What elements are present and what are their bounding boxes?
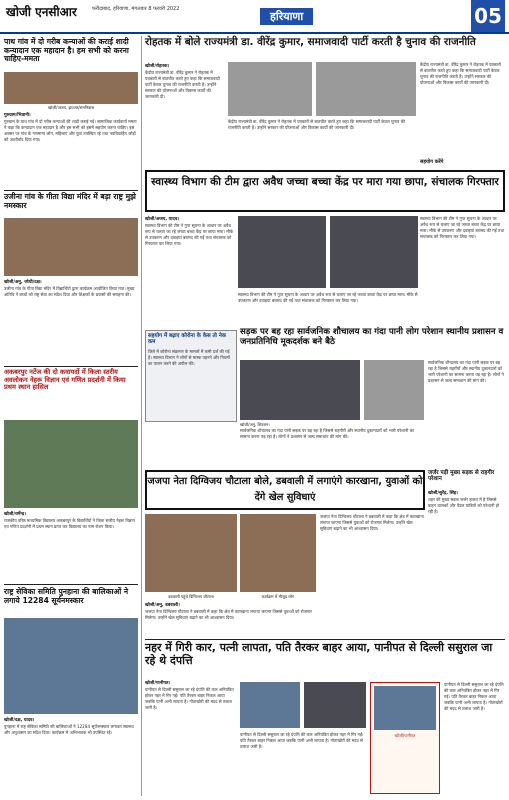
story3-body: राजकीय वरिष्ठ माध्यमिक विद्यालय अकबरपुर के विद्यार्थियों ने जिला स्तरीय नेहरू विज्ञान एवं गणित प्रदर्शनी में प्रथम स्थान प्राप्त कर विद्यालय का नाम रोशन किया। (4, 518, 135, 529)
lead-side-body: केंद्रीय राज्यमंत्री डा. वीरेंद्र कुमार ने रोहतक में पत्रकारों से बातचीत करते हुए कहा कि समाजवादी पार्टी केवल चुनाव की राजनीति करती है। उन्होंने सरकार की योजनाओं और विकास कार्यों की जानकारी दी। (420, 62, 501, 85)
drain-caption: खोजी/अनु, शिवधन। (240, 422, 270, 427)
page-number: 05 (471, 0, 505, 32)
health-photo-2 (330, 216, 418, 288)
story1-headline: पाथ गांव में दो गरीब कन्याओं की कराई शादी कन्यादान एक महादान है। हम सभी को करना चाहिए-ममता (4, 37, 129, 64)
covid-box (145, 330, 237, 422)
divider (4, 584, 138, 585)
story4-dateline: खोजी/दक्ष, यादव। (4, 718, 35, 723)
lead-body-cont: केंद्रीय राज्यमंत्री डा. वीरेंद्र कुमार ने रोहतक में पत्रकारों से बातचीत करते हुए कहा कि समाजवादी पार्टी केवल चुनाव की राजनीति करती है। उन्होंने सरकार की योजनाओं और विकास कार्यों की जानकारी दी। (228, 119, 406, 130)
lead-photo-2 (316, 62, 416, 116)
side-dateline: खोजी/सुरेंद्र, सिंह। (428, 491, 458, 496)
chautala-body: जजपा नेता दिग्विजय चौटाला ने डबवाली में कहा कि क्षेत्र में कारखाना लगाया जाएगा जिससे युवाओं को रोजगार मिलेगा। उन्होंने खेल सुविधाएं बढ़ाने का भी आश्वासन दिया। (145, 609, 312, 620)
accident-photo-2 (304, 682, 366, 728)
drain-headline: सड़क पर बह रहा सार्वजनिक शौचालय का गंदा पानी लोग परेशान स्थानीय प्रशासन व जनप्रतिनिधि मूकदर्शक बने बैठे (240, 327, 504, 347)
accident-dateline: खोजी/पानीपत। (145, 681, 171, 686)
chautala-banner (145, 470, 425, 510)
chautala-photo-1 (145, 514, 237, 592)
story3-dateline: खोजी/धर्मेन्द्र। (4, 512, 26, 517)
story3-headline: अकबरपुर नटेंज की दो कवायदों में किला स्तरीय अवलोकन नेहरू विज्ञान एवं गणित प्रदर्शनी में किया प्रथम स्थान हासिल (4, 368, 126, 392)
drain-side-body: सार्वजनिक शौचालय का गंदा पानी सड़क पर बह रहा है जिससे राहगीरों और स्थानीय दुकानदारों को भारी परेशानी का सामना करना पड़ रहा है। लोगों ने प्रशासन से जल्द समाधान की मांग की। (428, 360, 504, 383)
story1-dateline: गुरुग्राम/भिवानी। (4, 113, 31, 118)
health-photo-1 (238, 216, 326, 288)
chautala-caption-left: डबवाली पहुंचे दिग्विजय चौटाला (168, 594, 214, 599)
side-body: शहर की मुख्य सड़क जर्जर हालत में है जिससे वाहन चालकों और पैदल यात्रियों को परेशानी हो रही है। (428, 497, 500, 514)
story4-body: पुनहाना में राष्ट्र सेविका समिति की बालिकाओं ने 12284 सूर्यनमस्कार लगाकर स्वास्थ्य और अनुशासन का संदेश दिया। कार्यक्रम में अभिभावक भी उपस्थित रहे। (4, 724, 134, 735)
covid-headline: सहयोग में बढ़ाए कोरोना के केस तो नेक कम (148, 333, 226, 346)
accident-photo-1 (240, 682, 300, 728)
column-divider (141, 36, 142, 796)
story1-body: गुरुग्राम के पाथ गांव में दो गरीब कन्याओं की शादी कराई गई। सामाजिक कार्यकर्ता ममता ने कहा कि कन्यादान एक महादान है और हम सभी को इसमें सहयोग करना चाहिए। इस अवसर पर गांव के गणमान्य लोग, महिलाएं और युवा उपस्थित रहे तथा नवविवाहित जोड़ों को आशीर्वाद दिया गया। (4, 119, 137, 142)
lead-body: केंद्रीय राज्यमंत्री डा. वीरेंद्र कुमार ने रोहतक में पत्रकारों से बातचीत करते हुए कहा कि समाजवादी पार्टी केवल चुनाव की राजनीति करती है। उन्होंने सरकार की योजनाओं और विकास कार्यों की जानकारी दी। (145, 70, 220, 99)
side-headline: जर्जर पड़ी मुख्य सड़क से राहगीर परेशान (428, 470, 495, 483)
health-side-body: स्वास्थ्य विभाग की टीम ने गुप्त सूचना के आधार पर अवैध रूप से चलाए जा रहे जच्चा बच्चा केंद्र पर छापा मारा। मौके से उपकरण और दवाइयां बरामद की गईं तथा संचालक को गिरफ्तार कर लिया गया। (420, 216, 505, 239)
health-banner (145, 170, 505, 212)
masthead (0, 0, 509, 34)
lead-headline: रोहतक में बोले राज्यमंत्री डा. वीरेंद्र कुमार, समाजवादी पार्टी करती है चुनाव की राजनीति (145, 36, 476, 48)
chautala-caption-mid: कार्यक्रम में मौजूद लोग (261, 594, 295, 599)
story3-photo (4, 420, 138, 508)
chautala-side-body: जजपा नेता दिग्विजय चौटाला ने डबवाली में कहा कि क्षेत्र में कारखाना लगाया जाएगा जिससे युवाओं को रोजगार मिलेगा। उन्होंने खेल सुविधाएं बढ़ाने का भी आश्वासन दिया। (320, 514, 424, 531)
story2-headline: उजीना गांव के गीता विद्या मंदिर में बड़ा राष्ट्र मुझे नमस्कार (4, 192, 136, 210)
health-body: स्वास्थ्य विभाग की टीम ने गुप्त सूचना के आधार पर अवैध रूप से चलाए जा रहे जच्चा बच्चा केंद्र पर छापा मारा। मौके से उपकरण और दवाइयां बरामद की गईं तथा संचालक को गिरफ्तार कर लिया गया। (145, 223, 234, 246)
section-label: हरियाणा (260, 8, 313, 25)
chautala-photo-2 (240, 514, 316, 592)
story1-photo (4, 72, 138, 104)
lead-dateline: खोजी/रोहतक। (145, 64, 170, 69)
story4-photo (4, 618, 138, 714)
lead-subhead: सहयोग करेंगे (420, 159, 444, 165)
health-dateline: खोजी/अजय, यादव। (145, 217, 180, 222)
chautala-dateline: खोजी/अनु, डबवाली। (145, 603, 180, 608)
story2-photo (4, 218, 138, 276)
masthead-date: फरीदाबाद, हरियाणा, मंगलवार 8 फरवरी 2022 (92, 6, 180, 12)
lead-photo-1 (228, 62, 312, 116)
story2-body: उजीना गांव के गीता विद्या मंदिर में विद्यार्थियों द्वारा कार्यक्रम आयोजित किया गया। मुख्य अतिथि ने बच्चों को राष्ट्र सेवा का संदेश दिया और शिक्षकों के प्रयासों की सराहना की। (4, 286, 135, 297)
accident-inset (370, 682, 440, 794)
accident-headline: नहर में गिरी कार, पत्नी लापता, पति तैरकर बाहर आया, पानीपत से दिल्ली ससुराल जा रहे थे दंपत्ति (145, 641, 493, 667)
masthead-brand: खोजी एनसीआर (6, 5, 77, 19)
drain-body: सार्वजनिक शौचालय का गंदा पानी सड़क पर बह रहा है जिससे राहगीरों और स्थानीय दुकानदारों को भारी परेशानी का सामना करना पड़ रहा है। लोगों ने प्रशासन से जल्द समाधान की मांग की। (240, 428, 415, 439)
drain-photo-1 (240, 360, 360, 420)
health-body-cont: स्वास्थ्य विभाग की टीम ने गुप्त सूचना के आधार पर अवैध रूप से चलाए जा रहे जच्चा बच्चा केंद्र पर छापा मारा। मौके से उपकरण और दवाइयां बरामद की गईं तथा संचालक को गिरफ्तार कर लिया गया। (238, 292, 418, 303)
drain-photo-2 (364, 360, 424, 420)
divider (145, 639, 505, 640)
health-banner-headline: स्वास्थ्य विभाग की टीम द्वारा अवैध जच्चा बच्चा केंद्र पर मारा गया छापा, संचालक गिरफ्तार (151, 176, 499, 188)
divider (4, 190, 138, 191)
story4-headline: राष्ट्र सेविका समिति पुनहाना की बालिकाओं ने लगाये 12284 सूर्यनमस्कार (4, 587, 129, 605)
divider (4, 366, 138, 367)
accident-side-body: पानीपत से दिल्ली ससुराल जा रहे दंपत्ति की कार अनियंत्रित होकर नहर में गिर गई। पति तैरकर बाहर निकल आया जबकि पत्नी अभी लापता है। गोताखोरों की मदद से तलाश जारी है। (444, 682, 504, 711)
accident-inset-caption: खोजी/पानीपत (394, 733, 416, 738)
accident-body-cont: पानीपत से दिल्ली ससुराल जा रहे दंपत्ति की कार अनियंत्रित होकर नहर में गिर गई। पति तैरकर बाहर निकल आया जबकि पत्नी अभी लापता है। गोताखोरों की मदद से तलाश जारी है। (240, 732, 364, 749)
accident-inset-photo (374, 686, 436, 730)
covid-body: जिले में कोरोना संक्रमण के मामलों में कमी दर्ज की गई है। स्वास्थ्य विभाग ने लोगों से मास्क पहनने और नियमों का पालन करने की अपील की। (148, 349, 230, 367)
accident-body: पानीपत से दिल्ली ससुराल जा रहे दंपत्ति की कार अनियंत्रित होकर नहर में गिर गई। पति तैरकर बाहर निकल आया जबकि पत्नी अभी लापता है। गोताखोरों की मदद से तलाश जारी है। (145, 687, 234, 710)
chautala-headline: जजपा नेता दिग्विजय चौटाला बोले, डबवाली में लगाएंगे कारखाना, युवाओं को देंगे खेल सुविधाएं (147, 476, 423, 503)
story2-dateline: खोजी/अनु, जोधी/दक्ष। (4, 280, 42, 285)
story1-caption: खोजी/अजय, झज्जर/रामनिवास (47, 105, 95, 110)
